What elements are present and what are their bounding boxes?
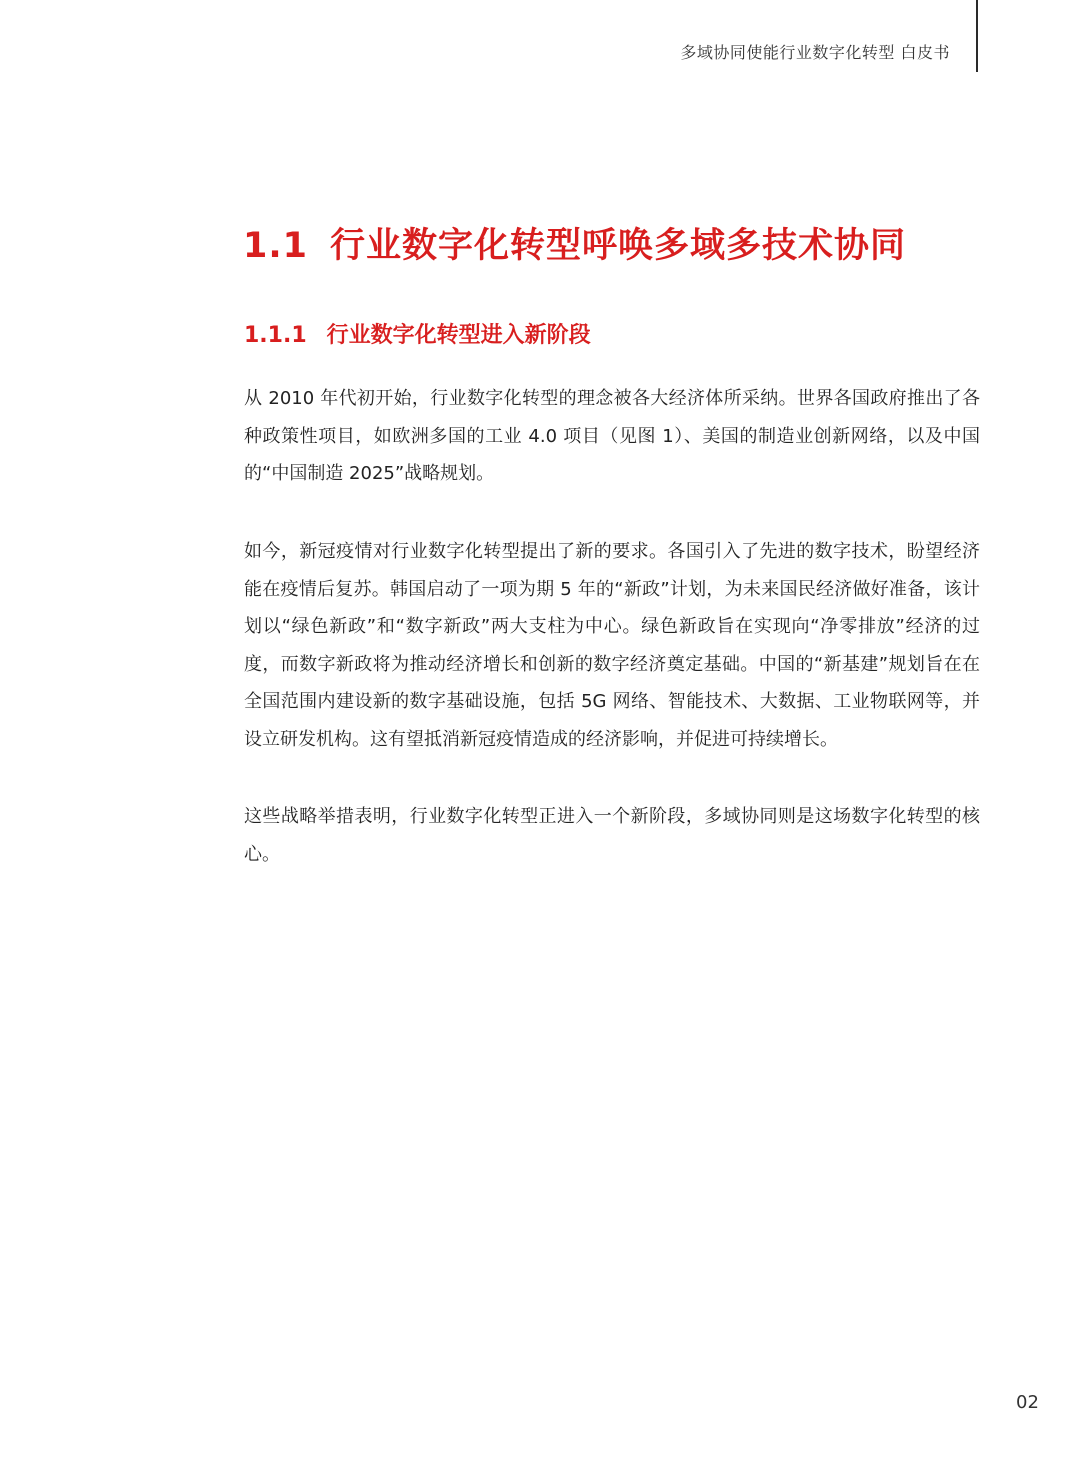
body-paragraph-3: 这些战略举措表明，行业数字化转型正进入一个新阶段，多域协同则是这场数字化转型的核心。 bbox=[244, 806, 980, 865]
subsection-number: 1.1.1 bbox=[244, 323, 307, 348]
subsection-title: 行业数字化转型进入新阶段 bbox=[326, 323, 591, 348]
body-paragraph-2: 如今，新冠疫情对行业数字化转型提出了新的要求。各国引入了先进的数字技术，盼望经济能在疫情后复苏。韩国启动了一项为期 5 年的“新政”计划，为未来国民经济做好准备，该计划以“绿色新政”和“数字新政”两大支柱为中心。绿色新政旨在实现向“净零排放”经济的过度，而数字新政将为推动经济增长和创新的数字经济奠定基础。中国的“新基建”规划旨在在全国范围内建设新的数字基础设施，包括 5G 网络、智能技术、大数据、工业物联网等，并设立研发机构。这有望抵消新冠疫情造成的经济影响，并促进可持续增长。 bbox=[244, 541, 980, 750]
subsection-heading bbox=[244, 320, 984, 352]
section-heading bbox=[243, 222, 1003, 270]
header-divider bbox=[976, 0, 978, 72]
page-number: 02 bbox=[1016, 1392, 1039, 1413]
body-paragraph-1: 从 2010 年代初开始，行业数字化转型的理念被各大经济体所采纳。世界各国政府推出了各种政策性项目，如欧洲多国的工业 4.0 项目（见图 1）、美国的制造业创新网络，以及中国的“中国制造 2025”战略规划。 bbox=[244, 388, 980, 484]
section-number: 1.1 bbox=[243, 226, 309, 266]
running-header: 多域协同使能行业数字化转型 白皮书 bbox=[680, 43, 950, 62]
section-title: 行业数字化转型呼唤多域多技术协同 bbox=[330, 226, 907, 266]
